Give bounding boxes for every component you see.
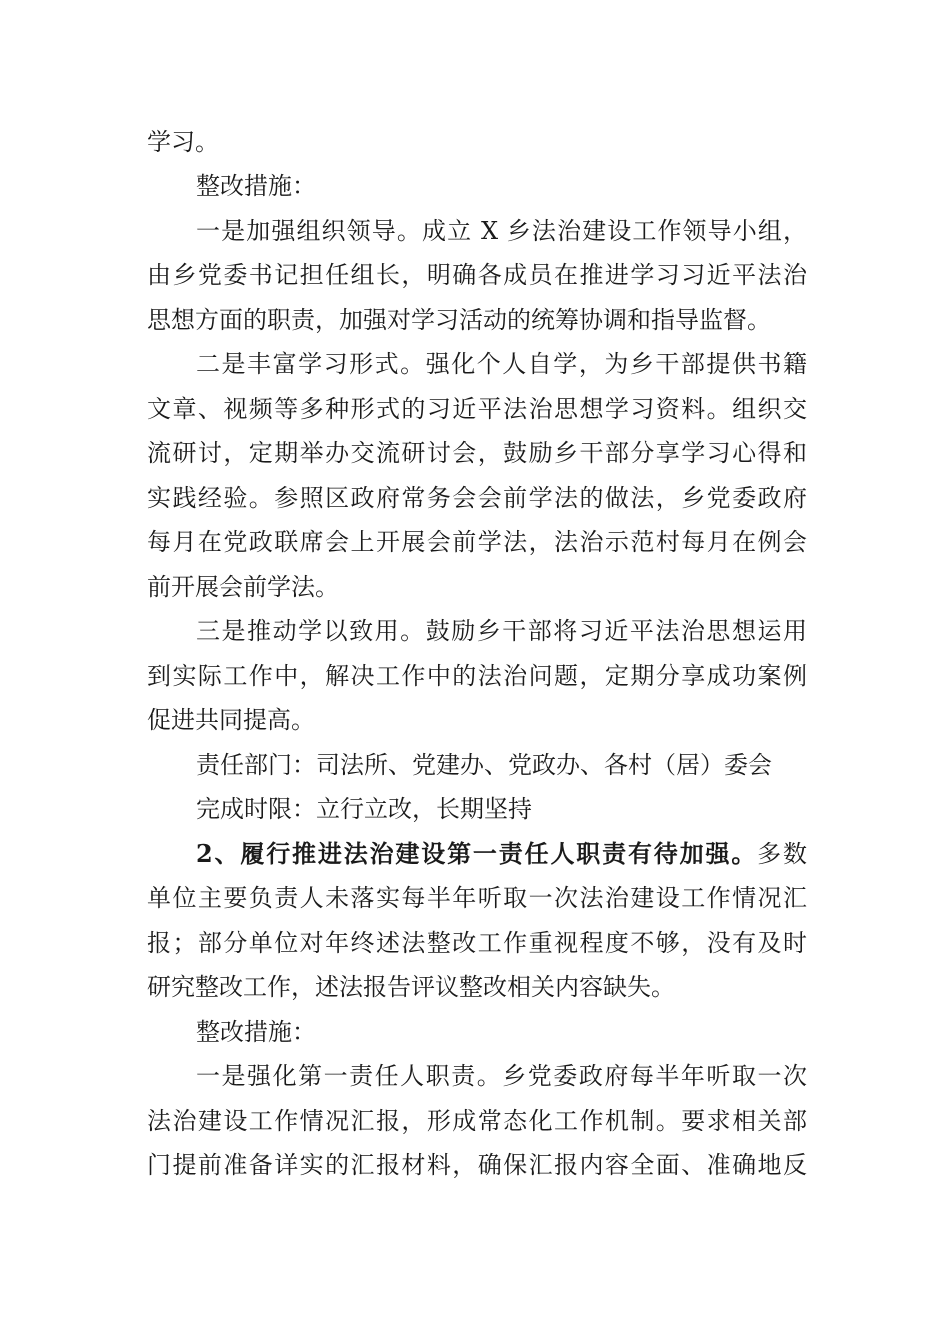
- paragraph-line: 法治建设工作情况汇报，形成常态化工作机制。要求相关部: [147, 1107, 807, 1135]
- paragraph-line: 单位主要负责人未落实每半年听取一次法治建设工作情况汇: [147, 884, 807, 912]
- issue-heading-line: [196, 832, 807, 876]
- paragraph-line: 二是丰富学习形式。强化个人自学，为乡干部提供书籍: [196, 350, 807, 378]
- responsible-department-line: 责任部门：司法所、党建办、党政办、各村（居）委会: [196, 751, 772, 779]
- paragraph-line: 思想方面的职责，加强对学习活动的统筹协调和指导监督。: [147, 306, 771, 334]
- paragraph-line: 三是推动学以致用。鼓励乡干部将习近平法治思想运用: [196, 617, 807, 645]
- paragraph-line: 一是加强组织领导。成立 X 乡法治建设工作领导小组，: [196, 217, 807, 245]
- paragraph-line: 由乡党委书记担任组长，明确各成员在推进学习习近平法治: [147, 261, 807, 289]
- issue-heading-rest: 多数: [757, 840, 807, 868]
- section-heading-rectification: 整改措施：: [196, 172, 316, 200]
- issue-heading-bold: 2、履行推进法治建设第一责任人职责有待加强。: [196, 839, 758, 868]
- paragraph-line: 流研讨，定期举办交流研讨会，鼓励乡干部分享学习心得和: [147, 439, 807, 467]
- paragraph-line: 文章、视频等多种形式的习近平法治思想学习资料。组织交: [147, 395, 807, 423]
- section-heading-rectification: 整改措施：: [196, 1018, 316, 1046]
- paragraph-line: 实践经验。参照区政府常务会会前学法的做法，乡党委政府: [147, 484, 807, 512]
- paragraph-line: 前开展会前学法。: [147, 573, 339, 601]
- paragraph-line: 门提前准备详实的汇报材料，确保汇报内容全面、准确地反: [147, 1151, 807, 1179]
- paragraph-line: 到实际工作中，解决工作中的法治问题，定期分享成功案例: [147, 662, 807, 690]
- deadline-line: 完成时限：立行立改，长期坚持: [196, 795, 532, 823]
- paragraph-line: 一是强化第一责任人职责。乡党委政府每半年听取一次: [196, 1062, 807, 1090]
- paragraph-line: 学习。: [147, 128, 219, 156]
- paragraph-line: 研究整改工作，述法报告评议整改相关内容缺失。: [147, 973, 675, 1001]
- paragraph-line: 促进共同提高。: [147, 706, 315, 734]
- paragraph-line: 报；部分单位对年终述法整改工作重视程度不够，没有及时: [147, 929, 807, 957]
- paragraph-line: 每月在党政联席会上开展会前学法，法治示范村每月在例会: [147, 528, 807, 556]
